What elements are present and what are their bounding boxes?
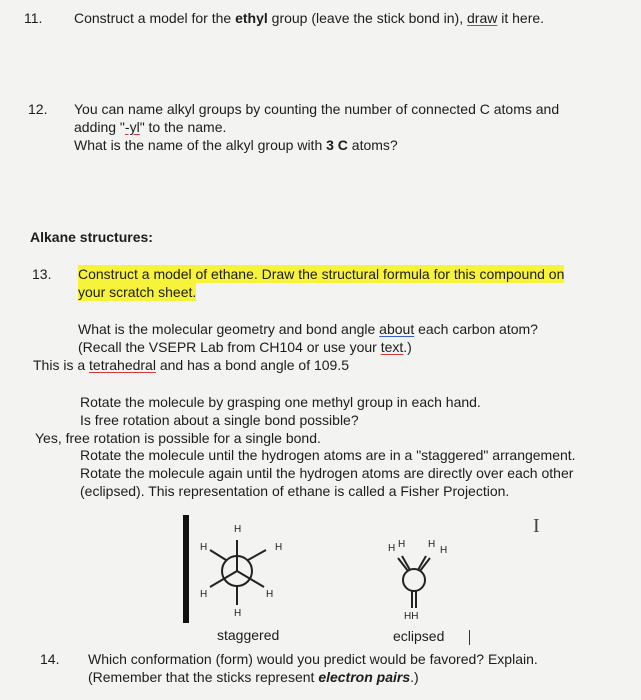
q13-answer1-after: and has a bond angle of 109.5	[155, 357, 350, 373]
q11-ethyl: ethyl	[235, 10, 268, 26]
q12-line1: You can name alkyl groups by counting the number of connected C atoms and	[74, 101, 560, 117]
q11-text-after: it here.	[497, 10, 545, 26]
q12-line3-before: What is the name of the alkyl group with	[74, 137, 327, 153]
q13-answer2: Yes, free rotation is possible for a single bond.	[35, 430, 321, 446]
q13-highlight-text2: your scratch sheet.	[78, 284, 197, 300]
eclipsed-label: eclipsed	[393, 628, 445, 644]
q12-line3	[74, 137, 398, 153]
q11-text-before: Construct a model for the	[74, 10, 236, 26]
q11-text-mid: group (leave the stick bond in),	[267, 10, 467, 26]
back-bond-upleft	[210, 550, 226, 560]
q14-line1: Which conformation (form) would you predict would be favored? Explain.	[88, 651, 538, 667]
stag-h-left: H	[200, 589, 208, 600]
caret-mark	[469, 630, 470, 645]
ecl-h-upleft: H	[388, 543, 396, 554]
text-cursor-icon: I	[533, 515, 540, 537]
section-title: Alkane structures:	[30, 229, 153, 245]
q13-highlight-line2	[78, 284, 196, 300]
q12-line2-after: " to the name.	[139, 119, 227, 135]
q13-rotate2: Is free rotation about a single bond possible?	[80, 412, 359, 428]
stag-h-upright: H	[275, 542, 283, 553]
staggered-projection	[180, 515, 290, 625]
back-bond-upright	[248, 550, 266, 560]
q11-draw: draw	[467, 10, 498, 26]
q13-rotate5: (eclipsed). This representation of ethane is called a Fisher Projection.	[80, 483, 510, 499]
staggered-label: staggered	[217, 627, 280, 643]
eclipsed-projection	[370, 530, 470, 630]
q12-number: 12.	[28, 101, 48, 117]
stag-h-top: H	[234, 524, 242, 535]
eclipsed-circle	[403, 569, 425, 591]
stag-h-upleft: H	[200, 542, 208, 553]
q11-text	[74, 10, 544, 26]
q13-tetrahedral: tetrahedral	[89, 357, 156, 373]
q13-geo1-before: What is the molecular geometry and bond angle	[78, 321, 380, 337]
q14-electron-pairs: electron pairs	[318, 669, 411, 685]
q13-rotate3: Rotate the molecule until the hydrogen atoms are in a "staggered" arrangement.	[80, 447, 576, 463]
q13-geo1-after: each carbon atom?	[414, 321, 538, 337]
q12-line2	[74, 119, 226, 135]
q13-geo-line2	[78, 339, 412, 355]
ecl-hh-bottom: HH	[404, 611, 419, 622]
q14-line2-after: .)	[410, 669, 419, 685]
q13-text: text	[380, 339, 404, 355]
q13-about: about	[379, 321, 415, 337]
q12-line2-before: adding "	[74, 119, 125, 135]
q13-number: 13.	[32, 266, 52, 282]
ecl-h-upright: H	[428, 539, 436, 550]
q13-geo-line1	[78, 321, 538, 337]
q14-line2-before: (Remember that the sticks represent	[88, 669, 319, 685]
q13-answer1-before: This is a	[33, 357, 90, 373]
q14-line2	[88, 669, 419, 685]
ecl-h-upleft2: H	[398, 539, 406, 550]
q13-geo2-after: .)	[403, 339, 412, 355]
q12-line3-after: atoms?	[347, 137, 398, 153]
q12-3c: 3 C	[326, 137, 348, 153]
q13-highlight-line1	[78, 266, 564, 282]
ecl-h-upright2: H	[440, 545, 448, 556]
q13-rotate4: Rotate the molecule again until the hydrogen atoms are directly over each other	[80, 465, 574, 481]
q13-rotate1: Rotate the molecule by grasping one methyl group in each hand.	[80, 394, 481, 410]
q11-number: 11.	[24, 10, 43, 26]
q13-highlight-text1: Construct a model of ethane. Draw the structural formula for this compound on	[78, 266, 565, 282]
q14-number: 14.	[40, 651, 60, 667]
black-bar	[183, 515, 189, 623]
q13-answer1	[33, 357, 349, 373]
eclipsed-diagram	[370, 530, 470, 630]
q13-geo2-before: (Recall the VSEPR Lab from CH104 or use your	[78, 339, 381, 355]
stag-h-bottom: H	[234, 608, 242, 619]
q12-yl: -yl	[124, 119, 140, 135]
stag-h-right: H	[266, 589, 274, 600]
